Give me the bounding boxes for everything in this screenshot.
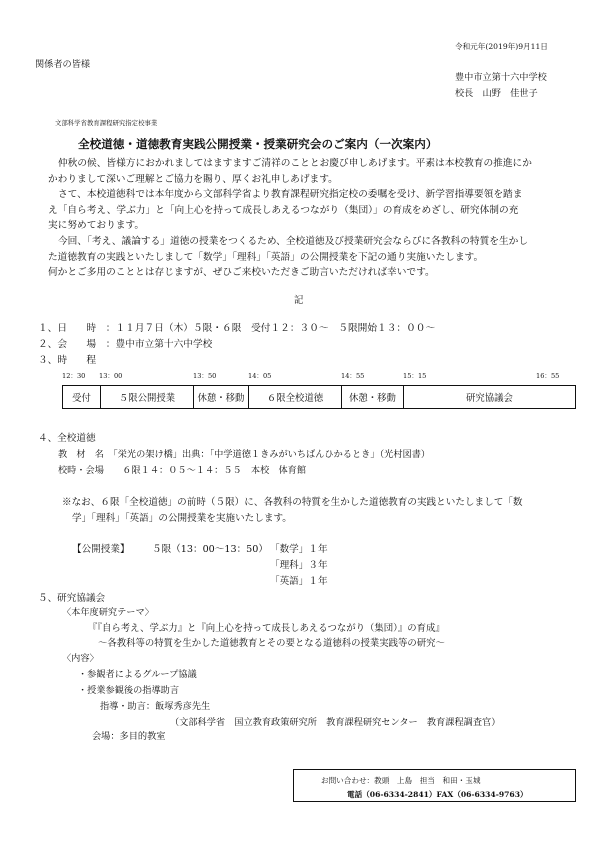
time-label: 13：50 [193,372,217,380]
time-label: 15：15 [403,372,427,380]
content-label: 〈内容〉 [62,653,99,664]
content-item: ・参観者によるグループ協議 [78,669,197,680]
open-class-label: 【公開授業】 [72,544,130,555]
content-item: ・授業参観後の指導助言 [78,685,180,696]
theme-main: 『『自ら考え、学ぶ力』と『向上心を持って成長しあえるつながり（集団）』の育成』 [88,623,445,634]
time-label: 13：00 [99,372,123,380]
schedule-cell-break1: 休憩・移動 [194,386,249,408]
open-class-subject: 「数学」１年 [270,544,328,555]
material-line: 教 材 名 「栄光の架け橋」出典：「中学道徳１きみがいちばんひかるとき」（光村図書） [58,449,431,460]
contact-phone: 電話（06-6334-2841）FAX（06-6334-9763） [347,790,528,799]
principal-name: 校長 山野 佳世子 [455,88,538,99]
date-line: １、日 時 ：１１月７日（木）５限・６限 受付１２：３０～ ５限開始１３：００～ [38,323,436,334]
open-class-period: ５限（13：00～13：50） [152,544,268,555]
document-title: 全校道徳・道徳教育実践公開授業・授業研究会のご案内（一次案内） [78,137,438,151]
schedule-cell-break2: 休憩・移動 [342,386,404,408]
section4-heading: ４、全校道徳 [38,433,96,444]
time-label: 14：55 [341,372,365,380]
ki-marker: 記 [294,295,304,306]
school-name: 豊中市立第十六中学校 [455,72,547,83]
time-label: 12：30 [62,372,86,380]
issue-date: 令和元年(2019年)9月11日 [455,42,548,51]
schedule-cell-meeting: 研究協議会 [466,393,513,404]
time-venue-line: 校時・会場 ６限１４：０５～１４：５５ 本校 体育館 [58,465,307,476]
contact-box [293,769,576,802]
meeting-venue: 会場：多目的教室 [92,731,166,742]
time-label: 16：55 [536,372,560,380]
note-line: ※なお、６限「全校道徳」の前時（５限）に、各教科の特質を生かした道徳教育の実践といたしまして「数 [62,497,523,508]
schedule-heading: ３、時 程 [38,355,97,366]
venue-line: ２、会 場 ：豊中市立第十六中学校 [38,339,213,350]
advisor-name: 指導・助言：飯塚秀彦先生 [100,701,211,712]
open-class-subject: 「英語」１年 [270,576,328,587]
note-line: 学」「理科」「英語」の公開授業を実施いたします。 [72,513,292,524]
contact-line: お問い合わせ：教頭 上島 担当 和田・玉城 [321,776,481,785]
theme-sub: ～各教科等の特質を生かした道徳教育とその要となる道徳科の授業実践等の研究～ [98,638,445,649]
theme-label: 〈本年度研究テーマ〉 [62,607,154,618]
greeting-paragraph: 仲秋の候、皆様方におかれましてはますますご清祥のこととお慶び申しあげます。平素は本校教育の推進にか かわりまして深いご理解とご協力を賜り、厚くお礼申しあげます。 さて、本校道徳科では本年度から文部科学省より教育課程研究指定校の委嘱を受け、新学習指導要領を踏ま え「自ら考え、学ぶ力」と「向上心を持って成長しあえるつながり（集団）」の育成をめざし、研究体制の充 実に努めております。 今回、「考え、議論する」道徳の授業をつくるため、全校道徳及び授業研究会ならびに各教科の特質を生かし た道徳教育の実践といたしまして「数学」「理科」「英語」の公開授業を下記の通り実施いたします。 何かとご多用のこととは存じますが、ぜひご来校いただきご助言いただければ幸いです。 [48,158,532,279]
addressee: 関係者の皆様 [35,59,91,70]
section5-heading: ５、研究協議会 [38,593,106,604]
open-class-subject: 「理科」３年 [270,560,328,571]
schedule-cell-period5: ５限公開授業 [101,386,194,408]
schedule-cell-reception: 受付 [63,386,101,408]
schedule-table [62,385,576,409]
advisor-affiliation: （文部科学省 国立教育政策研究所 教育課程研究センター 教育課程調査官） [170,717,501,728]
schedule-cell-period6: ６限全校道徳 [249,386,342,408]
time-label: 14：05 [248,372,272,380]
project-label: 文部科学省教育課程研究指定校事業 [55,119,158,127]
